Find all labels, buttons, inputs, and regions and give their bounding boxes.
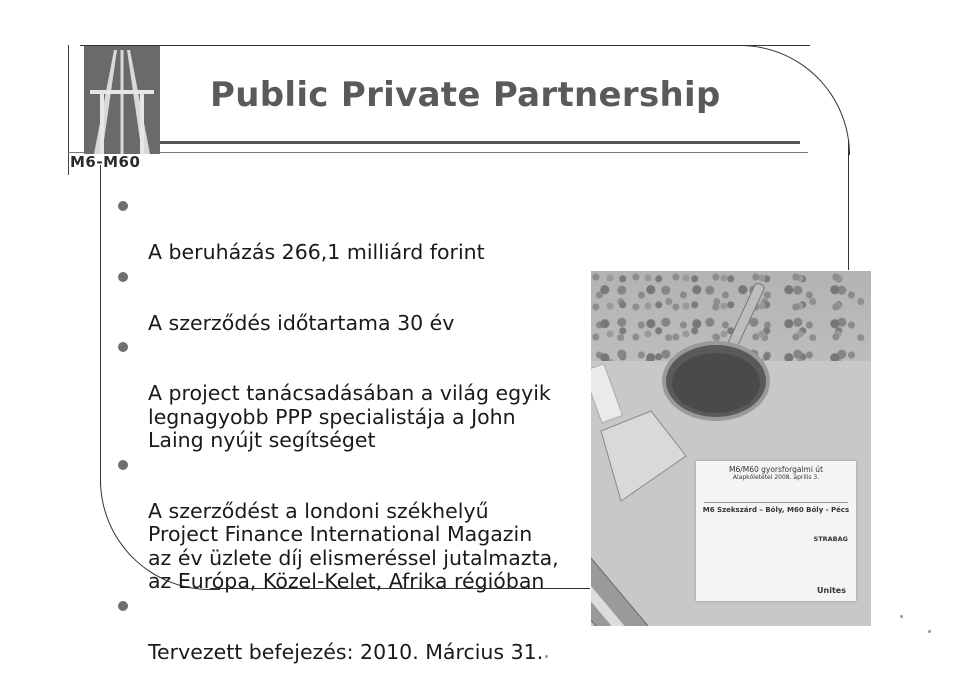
logo-caption: M6-M60 bbox=[70, 153, 141, 171]
frame-inner-left-line bbox=[100, 165, 101, 485]
plaque-title: M6/M60 gyorsforgalmi út bbox=[728, 465, 824, 474]
bullet-dot-icon bbox=[118, 272, 128, 282]
bullet-text: A beruházás 266,1 milliárd forint bbox=[148, 240, 485, 264]
header-rule-thin bbox=[68, 152, 808, 153]
scan-speck bbox=[545, 655, 548, 658]
frame-left-line bbox=[68, 45, 69, 175]
plaque-footer-logo: Unites bbox=[817, 586, 846, 595]
plaque-logos bbox=[704, 484, 848, 503]
scan-speck bbox=[900, 615, 903, 618]
ceremony-photo bbox=[591, 271, 871, 626]
bullet-list bbox=[118, 194, 588, 664]
plaque-section: M6 Szekszárd – Bóly, M60 Bóly - Pécs bbox=[702, 506, 850, 514]
bullet-text: A szerződés időtartama 30 év bbox=[148, 310, 455, 335]
bullet-dot-icon bbox=[118, 601, 128, 611]
motorway-logo bbox=[84, 46, 160, 154]
frame-right-line bbox=[848, 140, 849, 270]
bullet-item bbox=[118, 265, 588, 336]
bullet-text: A project tanácsadásában a világ egyik legnagyobb PPP specialistája a John Laing nyújt segítséget bbox=[148, 381, 551, 452]
plaque-subtitle: Alapkőletétel 2008. április 3. bbox=[732, 474, 820, 481]
bullet-item bbox=[118, 194, 588, 265]
scan-speck bbox=[928, 630, 931, 633]
header-rule bbox=[160, 141, 800, 144]
bullet-dot-icon bbox=[118, 201, 128, 211]
foundation-plaque bbox=[696, 461, 856, 601]
bullet-item bbox=[118, 594, 588, 665]
plaque-strabag-logo: STRABAG bbox=[813, 535, 848, 543]
bullet-item bbox=[118, 335, 588, 453]
motorway-road-icon bbox=[84, 46, 160, 154]
frame-corner-curve bbox=[700, 45, 850, 155]
bullet-text: Tervezett befejezés: 2010. Március 31. bbox=[148, 639, 544, 664]
bullet-dot-icon bbox=[118, 342, 128, 352]
bullet-text: A szerződést a londoni székhelyű Project Finance International Magazin az év üzlete díj elismeréssel jutalmazta, az Európa, Közel-Kelet, Afrika régióban bbox=[148, 498, 559, 593]
bullet-item bbox=[118, 453, 588, 594]
bullet-dot-icon bbox=[118, 460, 128, 470]
page-title: Public Private Partnership bbox=[210, 75, 721, 115]
